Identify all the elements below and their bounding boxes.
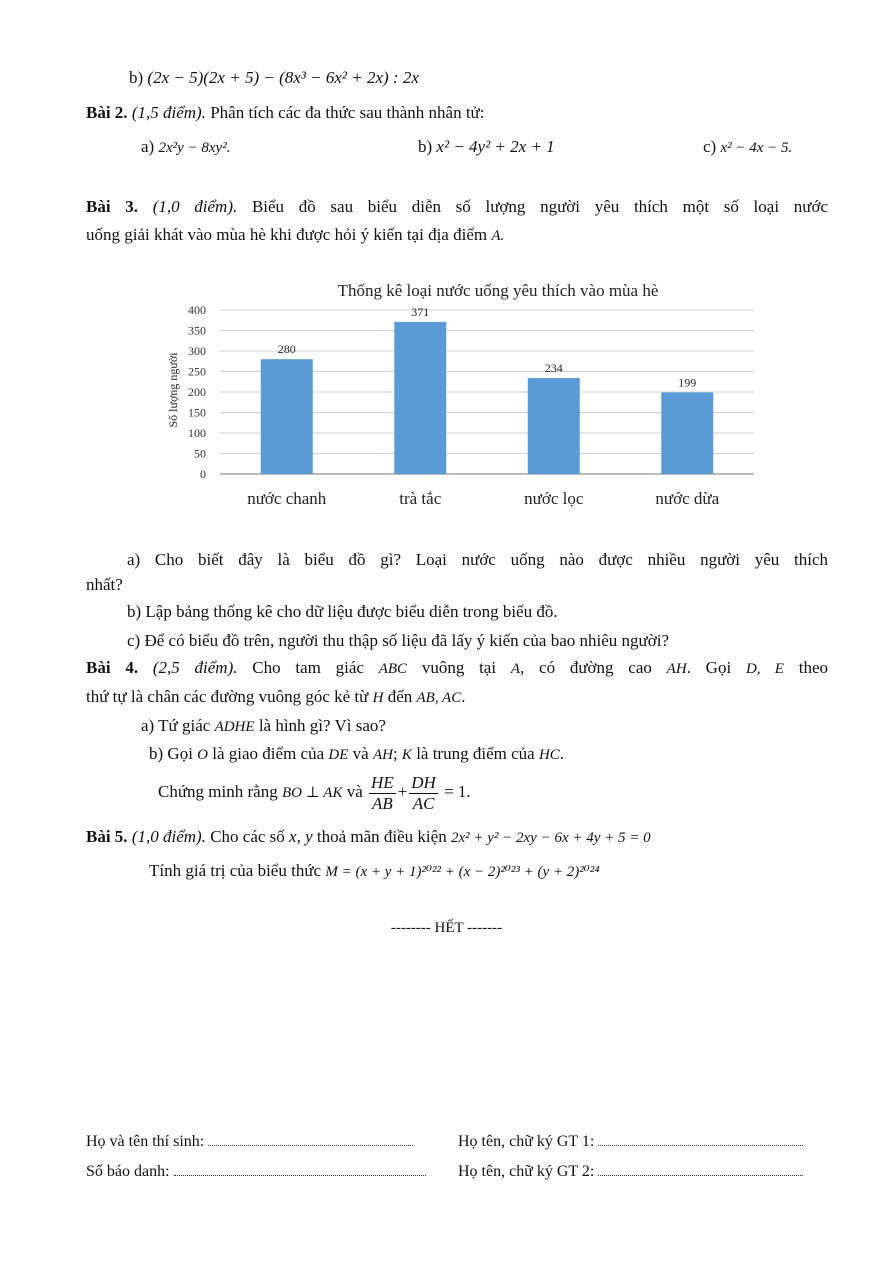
bai4-text: .	[461, 687, 466, 706]
y-tick-label: 200	[188, 385, 206, 399]
data-label: 280	[277, 342, 296, 357]
y-tick-label: 150	[188, 405, 206, 420]
bai4-text: theo	[798, 658, 829, 677]
candidate-name-label: Họ và tên thí sinh:	[86, 1133, 205, 1150]
bai4-math: D, E	[745, 661, 784, 677]
data-label: 199	[678, 375, 697, 390]
bai4-math: BO ⊥ AK	[281, 785, 343, 801]
proctor1-signature-field[interactable]	[598, 1131, 803, 1146]
y-tick-label: 100	[188, 426, 206, 440]
bai5-expression: M = (x + y + 1)²⁰²² + (x − 2)²⁰²³ + (y + 2)²⁰²⁴	[325, 864, 600, 880]
bai4-text: . Gọi	[686, 658, 732, 677]
footer-name-row	[86, 1131, 413, 1153]
fraction-numerator: HE	[371, 772, 394, 792]
footer-sbd-row	[86, 1161, 426, 1183]
y-tick-label: 350	[188, 323, 206, 338]
bai2-points: (1,5 điểm).	[131, 103, 206, 122]
fraction-numerator: DH	[411, 772, 436, 792]
chart-y-ticks	[188, 303, 206, 481]
chart-x-ticks	[247, 489, 719, 508]
bar-0	[261, 359, 313, 474]
chart-title: Thống kê loại nước uống yêu thích vào mùa hè	[337, 281, 659, 300]
bai3-text-1: Biểu đồ sau biểu diễn số lượng người yêu thích một số loại nước	[251, 197, 828, 216]
bai5-math: x, y	[289, 827, 313, 846]
bar-1	[394, 322, 446, 474]
proctor2-label: Họ tên, chữ ký GT 2:	[458, 1163, 595, 1180]
y-tick-label: 300	[188, 344, 206, 358]
bai3-question-a: a) Cho biết đây là biểu đồ gì? Loại nước uống nào được nhiều người yêu thích	[127, 550, 828, 569]
fraction-denominator: AC	[412, 793, 435, 813]
bai5-line2	[149, 860, 600, 883]
bai5-title: Bài 5.	[86, 827, 128, 846]
bai4-text: và	[352, 744, 369, 763]
bai4-text: thứ tự là chân các đường vuông góc kẻ từ	[86, 687, 369, 706]
item-b-label: b)	[129, 68, 144, 87]
bai4-points: (2,5 điểm).	[152, 658, 238, 677]
bai3-qa	[127, 549, 828, 571]
bai2-a-label: a)	[141, 137, 155, 156]
bai4-title: Bài 4.	[86, 658, 139, 677]
candidate-number-label: Số báo danh:	[86, 1163, 170, 1180]
bai4-text: và	[346, 782, 363, 801]
data-label: 234	[544, 361, 563, 376]
bai4-text: ;	[392, 744, 402, 763]
bai3-qc	[127, 630, 669, 652]
bai2-b	[418, 136, 555, 158]
bai5-text: Cho các số	[210, 827, 285, 846]
bai4-text: , có đường cao	[520, 658, 652, 677]
bai4-math: K	[401, 747, 412, 763]
bai3-question-b: b) Lập bảng thống kê cho dữ liệu được biểu diễn trong biểu đồ.	[127, 602, 558, 621]
bai2-text: Phân tích các đa thức sau thành nhân tử:	[210, 103, 485, 122]
bai4-math: O	[197, 747, 209, 763]
x-tick-label: nước chanh	[247, 489, 327, 508]
bai4-text: là trung điểm của	[416, 744, 535, 763]
bai2-b-expr: x² − 4y² + 2x + 1	[436, 137, 555, 156]
bai4-text: b) Gọi	[149, 744, 193, 763]
proctor1-label: Họ tên, chữ ký GT 1:	[458, 1133, 595, 1150]
bai4-math: A	[510, 661, 521, 677]
bai4-text: .	[559, 744, 565, 763]
bai2-a	[141, 136, 230, 159]
bai5-text: Tính giá trị của biểu thức	[149, 861, 322, 880]
bai4-math: ADHE	[214, 719, 255, 735]
bai2-a-expr: 2x²y − 8xy².	[158, 140, 231, 156]
bai5-line1	[86, 826, 651, 849]
fraction-dh-ac	[409, 773, 438, 814]
data-label: 371	[411, 304, 430, 319]
bai3-title: Bài 3.	[86, 197, 138, 216]
x-tick-label: nước dừa	[655, 489, 720, 508]
bai3-text-2: uống giải khát vào mùa hè khi được hỏi ý kiến tại địa điểm	[86, 225, 488, 244]
x-tick-label: nước lọc	[524, 489, 584, 508]
bai4-qa	[141, 715, 386, 738]
y-tick-label: 50	[194, 446, 206, 461]
candidate-number-field[interactable]	[174, 1161, 426, 1176]
bai3-line2	[86, 224, 504, 247]
bai3-qa-cont	[86, 574, 123, 596]
bai4-qb	[149, 743, 564, 766]
y-tick-label: 0	[200, 467, 206, 481]
bai4-math: AH	[372, 747, 393, 763]
bai3-points: (1,0 điểm).	[152, 197, 238, 216]
bar-3	[661, 392, 713, 474]
bai4-text: Chứng minh rằng	[158, 782, 278, 801]
bai4-text: là hình gì? Vì sao?	[258, 716, 386, 735]
bai2-c-label: c)	[703, 137, 717, 156]
bai3-question-c: c) Để có biểu đồ trên, người thu thập số liệu đã lấy ý kiến của bao nhiêu người?	[127, 631, 670, 650]
fraction-denominator: AB	[371, 793, 393, 813]
bai5-condition: 2x² + y² − 2xy − 6x + 4y + 5 = 0	[450, 830, 651, 846]
bai4-math: AH	[666, 661, 687, 677]
bai3-question-a-cont: nhất?	[86, 575, 123, 594]
bai3-qb	[127, 601, 558, 623]
bai2-title: Bài 2.	[86, 103, 128, 122]
bai2-c-expr: x² − 4x − 5.	[720, 140, 793, 156]
bai4-prove: Chứng minh rằng BO ⊥ AK và $\frac{HE}{AB}$ + $\frac{DH}{AC}$ = 1.	[158, 772, 471, 813]
x-tick-label: trà tắc	[399, 489, 442, 508]
bai4-text: Cho tam giác	[252, 658, 364, 677]
bar-chart	[150, 270, 770, 515]
chart-bars	[261, 322, 714, 474]
y-tick-label: 250	[188, 364, 206, 379]
bar-2	[528, 378, 580, 474]
end-marker: -------- HẾT -------	[390, 920, 503, 936]
bai2-heading	[86, 102, 484, 124]
bai4-line1	[86, 657, 828, 680]
fraction-he-ab	[369, 773, 396, 814]
bai5-points: (1,0 điểm).	[131, 827, 206, 846]
bai4-text: = 1.	[444, 782, 471, 801]
bai3-place: A.	[491, 228, 505, 244]
bai4-text: vuông tại	[421, 658, 497, 677]
bai4-line2	[86, 686, 465, 709]
y-tick-label: 400	[188, 303, 206, 317]
proctor2-signature-field[interactable]	[598, 1161, 803, 1176]
footer-gt1-row	[458, 1131, 803, 1153]
item-b-expression: (2x − 5)(2x + 5) − (8x³ − 6x² + 2x) : 2x	[147, 68, 419, 87]
footer-gt2-row	[458, 1161, 803, 1183]
chart-y-axis-label: Số lượng người	[166, 352, 180, 428]
bai4-text: đến	[387, 687, 413, 706]
bai2-c	[703, 136, 792, 159]
bai5-text: thoả mãn điều kiện	[316, 827, 447, 846]
chart-data-labels	[278, 305, 697, 390]
bai3-line1	[86, 196, 828, 218]
bai4-text: là giao điểm của	[212, 744, 325, 763]
bai4-math: HC	[538, 747, 560, 763]
bai4-text: a) Tứ giác	[141, 716, 211, 735]
bai2-b-label: b)	[418, 137, 433, 156]
bai4-math: H	[372, 690, 384, 706]
bai4-math: AB, AC	[416, 690, 462, 706]
candidate-name-field[interactable]	[208, 1131, 413, 1146]
item-b	[129, 67, 419, 89]
bai4-math: DE	[328, 747, 349, 763]
bai4-math: ABC	[378, 661, 408, 677]
